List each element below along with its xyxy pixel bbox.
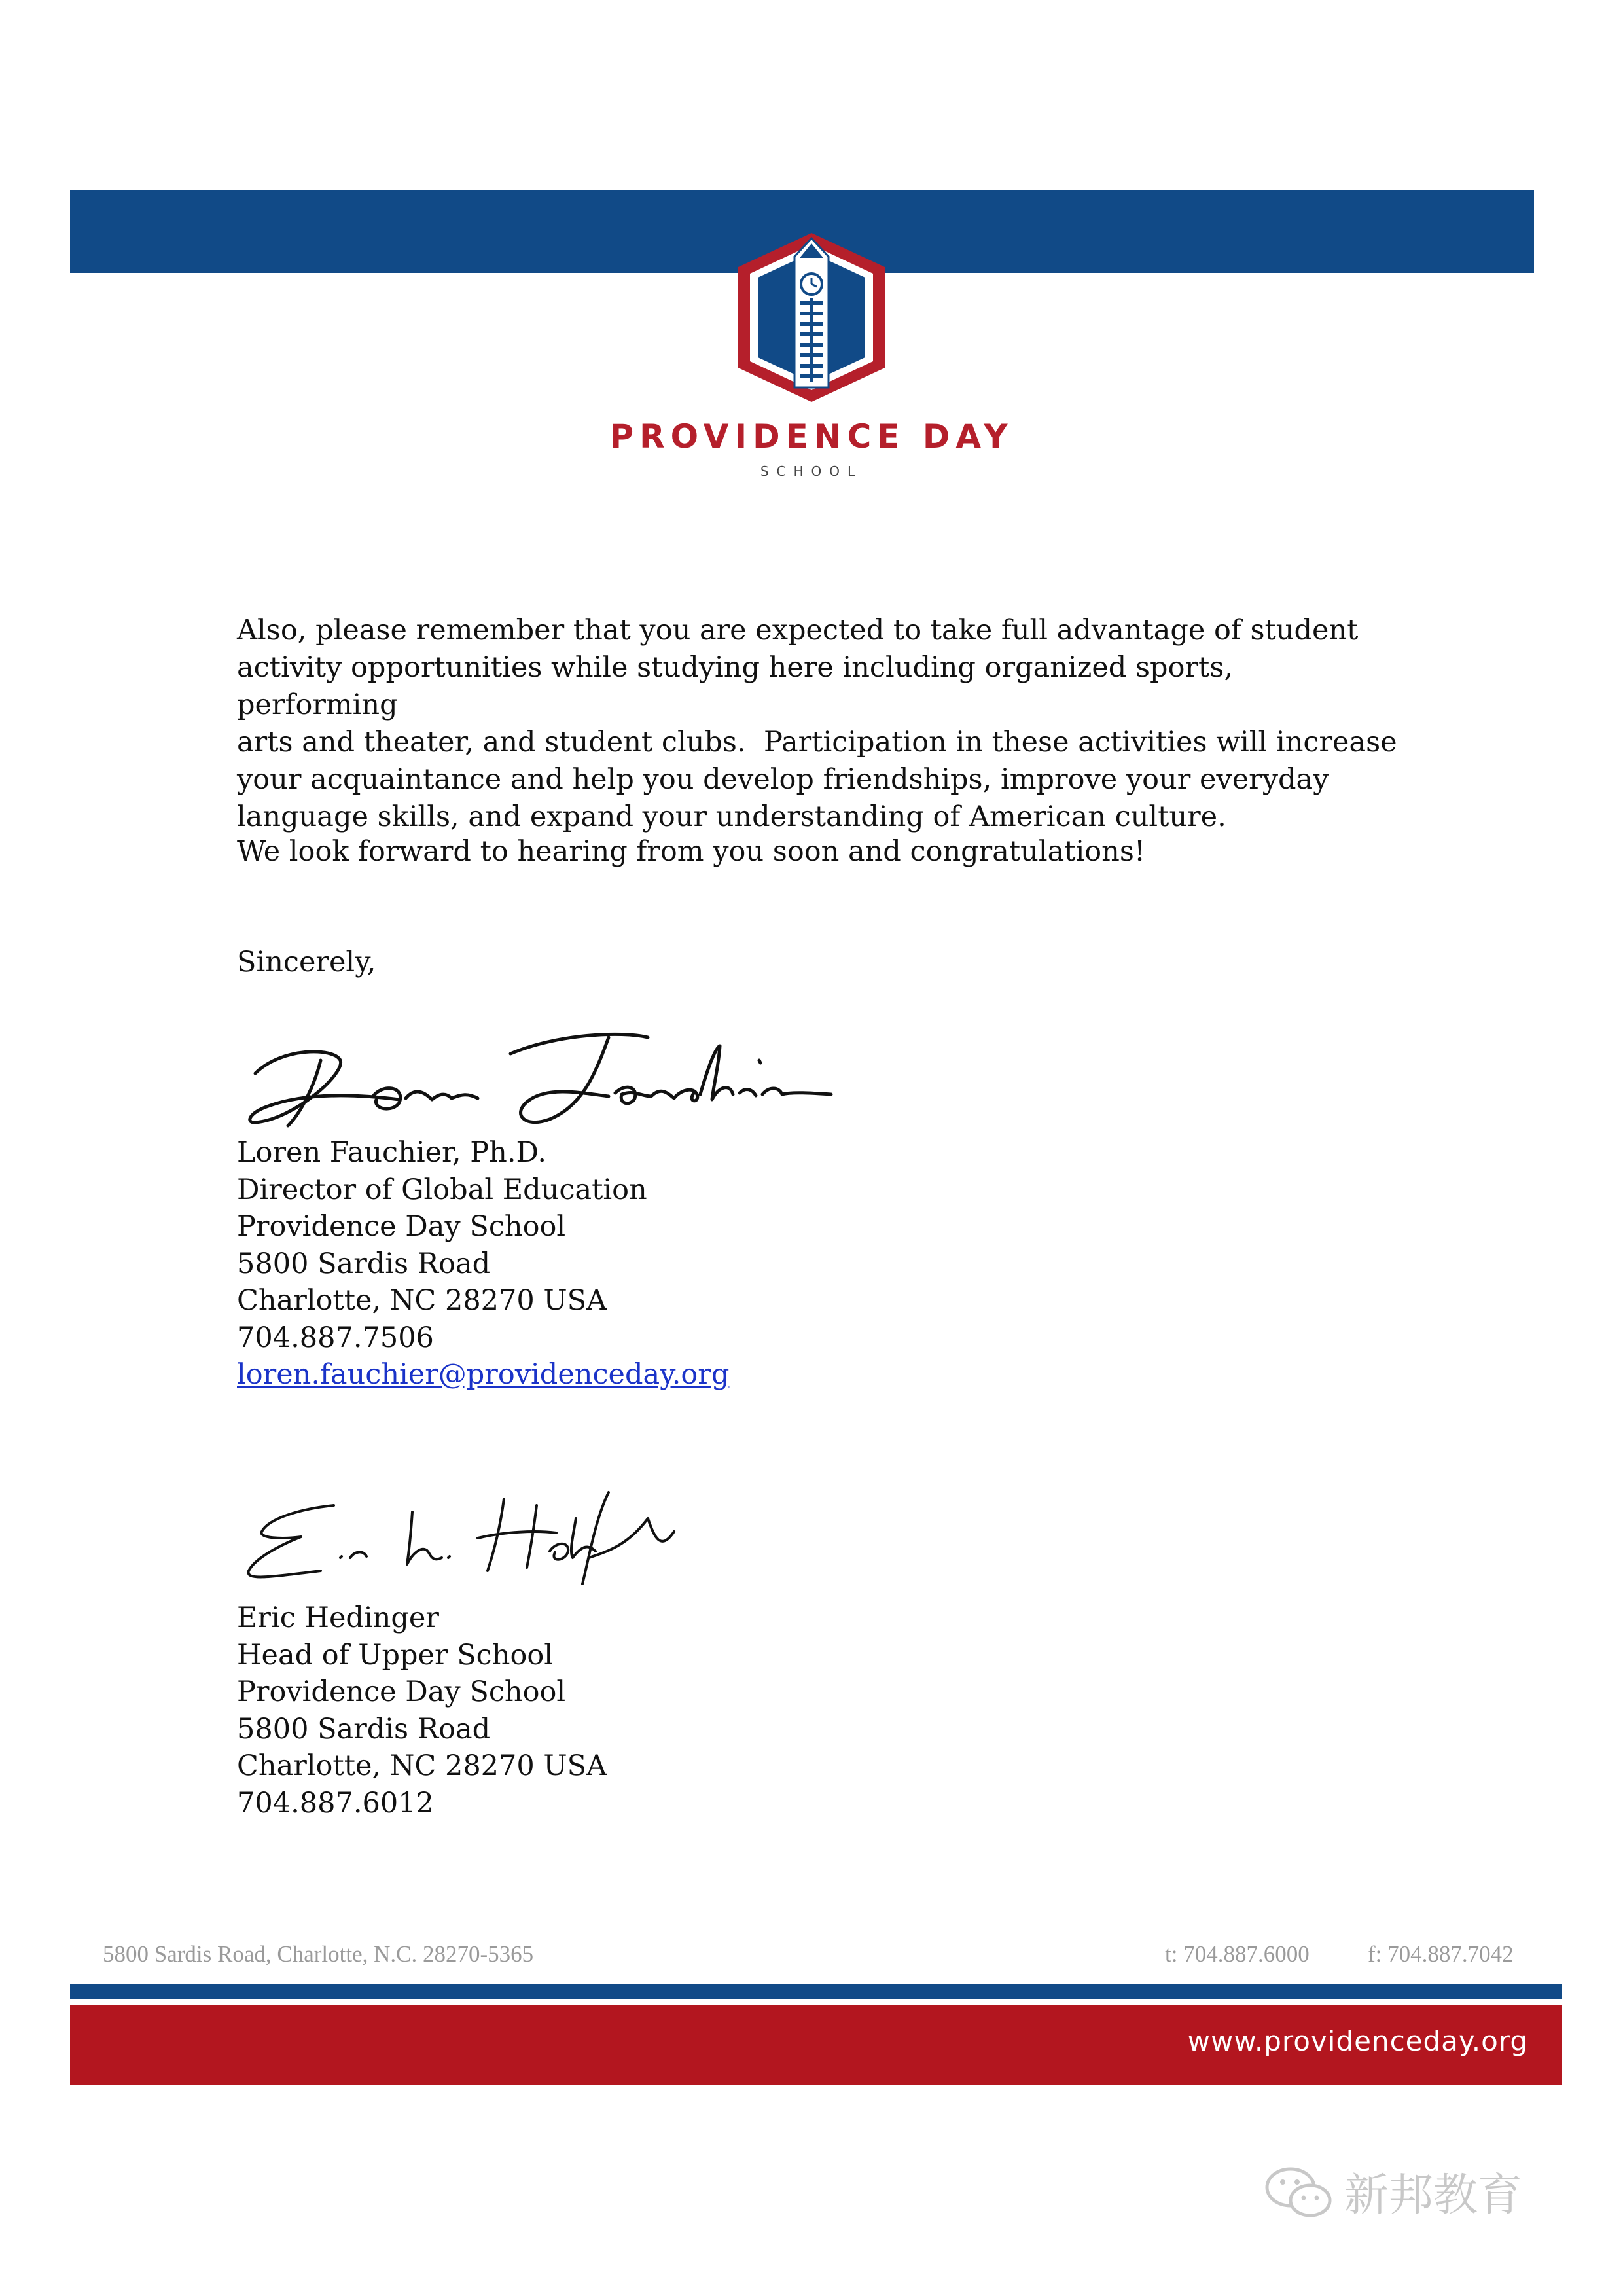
signatory-phone: 704.887.7506 — [237, 1321, 434, 1354]
signatory-city: Charlotte, NC 28270 USA — [237, 1749, 607, 1782]
closing-salutation: Sincerely, — [237, 946, 376, 978]
footer-blue-band — [70, 1984, 1562, 1999]
paragraph-congratulations: We look forward to hearing from you soon and congratulations! — [237, 835, 1146, 868]
signature-eric-hedinger — [242, 1479, 694, 1590]
wechat-icon — [1263, 2162, 1335, 2221]
signatory-city: Charlotte, NC 28270 USA — [237, 1284, 607, 1317]
paragraph-activities — [237, 612, 1397, 836]
school-logo-icon — [733, 230, 890, 404]
signatory-name: Loren Fauchier, Ph.D. — [237, 1136, 547, 1169]
signatory-title: Head of Upper School — [237, 1638, 553, 1672]
footer-fax: f: 704.887.7042 — [1368, 1941, 1514, 1967]
signatory-school: Providence Day School — [237, 1676, 566, 1708]
signatory-street: 5800 Sardis Road — [237, 1247, 491, 1280]
watermark — [1263, 2160, 1522, 2223]
signatory-name: Eric Hedinger — [237, 1602, 439, 1634]
signatory-street: 5800 Sardis Road — [237, 1712, 491, 1746]
footer-phone: t: 704.887.6000 — [1165, 1941, 1310, 1967]
paragraph-line: language skills, and expand your understanding of American culture. — [237, 800, 1226, 833]
footer-address: 5800 Sardis Road, Charlotte, N.C. 28270-5365 — [103, 1941, 534, 1967]
signature-loren-fauchier — [242, 1021, 844, 1132]
signatory-school: Providence Day School — [237, 1210, 566, 1243]
school-subtitle: SCHOOL — [760, 463, 863, 479]
signatory-title: Director of Global Education — [237, 1173, 647, 1206]
paragraph-line: your acquaintance and help you develop friendships, improve your everyday — [237, 763, 1329, 796]
footer-website[interactable]: www.providenceday.org — [1187, 2025, 1528, 2057]
school-name: PROVIDENCE DAY — [609, 418, 1014, 456]
signatory-phone: 704.887.6012 — [237, 1786, 434, 1820]
paragraph-line: arts and theater, and student clubs. Participation in these activities will increase — [237, 726, 1397, 759]
signatory-block-fauchier — [237, 1134, 729, 1393]
watermark-text: 新邦教育 — [1344, 2170, 1523, 2221]
signatory-email-link[interactable]: loren.fauchier@providenceday.org — [237, 1358, 730, 1391]
paragraph-line: activity opportunities while studying here including organized sports, performing — [237, 651, 1234, 721]
signatory-block-hedinger — [237, 1600, 607, 1821]
paragraph-line: Also, please remember that you are expected to take full advantage of student — [237, 614, 1359, 647]
